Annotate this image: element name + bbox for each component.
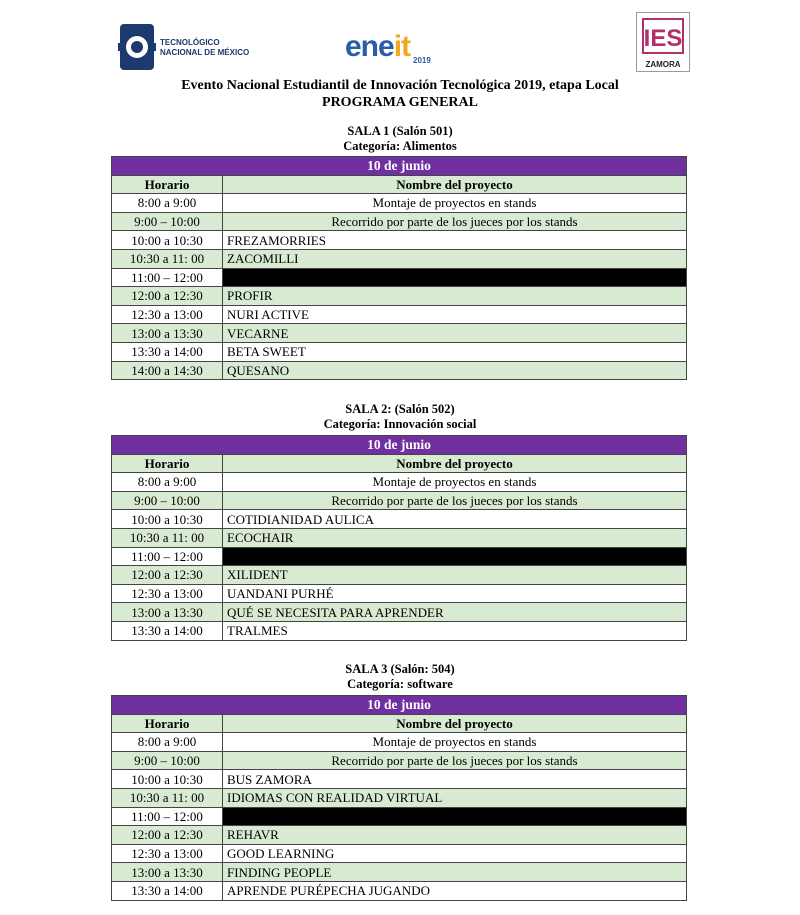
- time-cell: 10:00 a 10:30: [112, 231, 223, 250]
- project-cell: FREZAMORRIES: [223, 231, 687, 250]
- sala-2-heading: [0, 402, 800, 432]
- table-row: [112, 751, 687, 770]
- itz-emblem-icon: [637, 13, 689, 57]
- time-cell: 13:00 a 13:30: [112, 863, 223, 882]
- time-cell: 12:00 a 12:30: [112, 287, 223, 306]
- schedule-table-sala-2: [111, 435, 687, 641]
- column-header-project: Nombre del proyecto: [223, 454, 687, 473]
- time-cell: 11:00 – 12:00: [112, 547, 223, 566]
- date-cell: 10 de junio: [112, 696, 687, 715]
- date-row: [112, 696, 687, 715]
- table-row: [112, 249, 687, 268]
- time-cell: 10:00 a 10:30: [112, 510, 223, 529]
- project-cell: GOOD LEARNING: [223, 844, 687, 863]
- time-cell: 14:00 a 14:30: [112, 361, 223, 380]
- table-row: [112, 473, 687, 492]
- category-title: Categoría: Innovación social: [323, 417, 477, 431]
- table-row: [112, 770, 687, 789]
- project-cell: QUÉ SE NECESITA PARA APRENDER: [223, 603, 687, 622]
- time-cell: 12:30 a 13:00: [112, 584, 223, 603]
- table-row: [112, 528, 687, 547]
- project-cell: QUESANO: [223, 361, 687, 380]
- project-cell: ZACOMILLI: [223, 249, 687, 268]
- program-subtitle: PROGRAMA GENERAL: [322, 95, 478, 110]
- project-cell: Recorrido por parte de los jueces por los stands: [223, 751, 687, 770]
- column-header-project: Nombre del proyecto: [223, 175, 687, 194]
- time-cell: 13:30 a 14:00: [112, 342, 223, 361]
- project-cell: Recorrido por parte de los jueces por los stands: [223, 212, 687, 231]
- table-row: [112, 361, 687, 380]
- page-header: [0, 0, 800, 80]
- table-row: [112, 863, 687, 882]
- time-cell: 10:30 a 11: 00: [112, 528, 223, 547]
- date-row: [112, 436, 687, 455]
- project-cell: NURI ACTIVE: [223, 305, 687, 324]
- sala-1-heading: [0, 124, 800, 154]
- table-row: [112, 231, 687, 250]
- tecnm-logo: [118, 20, 268, 74]
- time-cell: 9:00 – 10:00: [112, 751, 223, 770]
- category-title: Categoría: Alimentos: [343, 139, 457, 153]
- project-cell: REHAVR: [223, 826, 687, 845]
- project-cell: ECOCHAIR: [223, 528, 687, 547]
- header-row: [112, 454, 687, 473]
- time-cell: 8:00 a 9:00: [112, 194, 223, 213]
- enevit-wordmark: [345, 30, 410, 64]
- svg-text:IES: IES: [643, 25, 683, 52]
- project-cell: TRALMES: [223, 621, 687, 640]
- time-cell: 8:00 a 9:00: [112, 473, 223, 492]
- date-row: [112, 157, 687, 176]
- time-cell: 10:00 a 10:30: [112, 770, 223, 789]
- project-cell: VECARNE: [223, 324, 687, 343]
- table-row: [112, 491, 687, 510]
- table-row: [112, 881, 687, 900]
- time-cell: 13:00 a 13:30: [112, 324, 223, 343]
- time-cell: 8:00 a 9:00: [112, 733, 223, 752]
- zamora-label: ZAMORA: [645, 60, 681, 69]
- sala-title: SALA 2: (Salón 502): [345, 402, 455, 416]
- table-row: [112, 342, 687, 361]
- project-cell: BUS ZAMORA: [223, 770, 687, 789]
- project-cell: UANDANI PURHÉ: [223, 584, 687, 603]
- break-cell: [223, 807, 687, 826]
- table-row: [112, 324, 687, 343]
- category-title: Categoría: software: [347, 677, 453, 691]
- break-cell: [223, 268, 687, 287]
- time-cell: 13:30 a 14:00: [112, 621, 223, 640]
- table-row: [112, 584, 687, 603]
- project-cell: FINDING PEOPLE: [223, 863, 687, 882]
- table-row: [112, 788, 687, 807]
- table-row: [112, 807, 687, 826]
- project-cell: Montaje de proyectos en stands: [223, 733, 687, 752]
- date-cell: 10 de junio: [112, 157, 687, 176]
- project-cell: Montaje de proyectos en stands: [223, 473, 687, 492]
- schedule-table-sala-3: [111, 695, 687, 901]
- table-row: [112, 826, 687, 845]
- time-cell: 12:00 a 12:30: [112, 826, 223, 845]
- project-cell: BETA SWEET: [223, 342, 687, 361]
- time-cell: 13:00 a 13:30: [112, 603, 223, 622]
- table-row: [112, 603, 687, 622]
- column-header-time: Horario: [112, 714, 223, 733]
- table-row: [112, 212, 687, 231]
- table-row: [112, 566, 687, 585]
- tecnm-line-2: NACIONAL DE MÉXICO: [160, 48, 250, 57]
- table-row: [112, 268, 687, 287]
- schedule-table-sala-1: [111, 156, 687, 380]
- enevit-logo: [345, 18, 455, 70]
- time-cell: 12:30 a 13:00: [112, 305, 223, 324]
- tecnm-gear-icon: [118, 20, 156, 74]
- enevit-year: 2019: [413, 56, 431, 65]
- project-cell: Montaje de proyectos en stands: [223, 194, 687, 213]
- header-row: [112, 714, 687, 733]
- event-title: Evento Nacional Estudiantil de Innovación Tecnológica 2019, etapa Local: [181, 78, 619, 93]
- sala-title: SALA 3 (Salón: 504): [345, 662, 455, 676]
- table-row: [112, 621, 687, 640]
- project-cell: COTIDIANIDAD AULICA: [223, 510, 687, 529]
- table-row: [112, 305, 687, 324]
- tecnm-logo-text: [160, 38, 270, 58]
- table-row: [112, 547, 687, 566]
- project-cell: PROFIR: [223, 287, 687, 306]
- time-cell: 12:30 a 13:00: [112, 844, 223, 863]
- sala-title: SALA 1 (Salón 501): [347, 124, 453, 138]
- project-cell: APRENDE PURÉPECHA JUGANDO: [223, 881, 687, 900]
- time-cell: 13:30 a 14:00: [112, 881, 223, 900]
- time-cell: 9:00 – 10:00: [112, 491, 223, 510]
- table-row: [112, 510, 687, 529]
- break-cell: [223, 547, 687, 566]
- time-cell: 11:00 – 12:00: [112, 268, 223, 287]
- table-row: [112, 287, 687, 306]
- project-cell: Recorrido por parte de los jueces por los stands: [223, 491, 687, 510]
- tecnm-line-1: TECNOLÓGICO: [160, 38, 220, 47]
- column-header-time: Horario: [112, 454, 223, 473]
- time-cell: 10:30 a 11: 00: [112, 249, 223, 268]
- project-cell: IDIOMAS CON REALIDAD VIRTUAL: [223, 788, 687, 807]
- itz-zamora-logo: [636, 12, 690, 72]
- table-row: [112, 733, 687, 752]
- date-cell: 10 de junio: [112, 436, 687, 455]
- time-cell: 11:00 – 12:00: [112, 807, 223, 826]
- enevit-accent: it: [393, 30, 411, 63]
- enevit-main: ene: [345, 30, 394, 63]
- header-row: [112, 175, 687, 194]
- sala-3-heading: [0, 662, 800, 692]
- time-cell: 12:00 a 12:30: [112, 566, 223, 585]
- table-row: [112, 194, 687, 213]
- time-cell: 10:30 a 11: 00: [112, 788, 223, 807]
- column-header-project: Nombre del proyecto: [223, 714, 687, 733]
- table-row: [112, 844, 687, 863]
- time-cell: 9:00 – 10:00: [112, 212, 223, 231]
- project-cell: XILIDENT: [223, 566, 687, 585]
- column-header-time: Horario: [112, 175, 223, 194]
